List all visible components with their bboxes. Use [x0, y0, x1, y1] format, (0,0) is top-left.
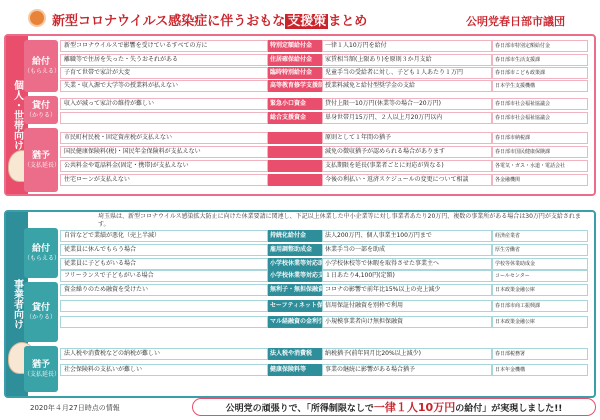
contact-cell: 経済産業省 — [492, 230, 588, 242]
program-cell: 持続化給付金 — [268, 230, 322, 242]
contact-cell: 学校等休業助成金 — [492, 258, 588, 270]
program-cell — [268, 174, 322, 186]
program-cell: 無利子・無担保融資 — [268, 284, 322, 296]
condition-cell: 新型コロナウイルスで影響を受けているすべての方に — [60, 40, 268, 52]
condition-cell — [60, 112, 268, 124]
detail-cell: 支払期限を延長(事業者ごとに対応が異なる) — [322, 160, 492, 172]
contact-cell: コールセンター — [492, 270, 588, 282]
table-row — [60, 270, 588, 282]
program-cell: 小学校休業等対応支援金 — [268, 270, 322, 282]
organization-name: 公明党春日部市議団 — [466, 15, 565, 28]
program-cell: 住居確保給付金 — [268, 54, 322, 66]
program-cell: 雇用調整助成金 — [268, 244, 322, 256]
condition-cell: 住宅ローンが支払えない — [60, 174, 268, 186]
detail-cell: 小学校休校等で休暇を取得させた事業主へ — [322, 258, 492, 270]
detail-cell: 今後の利払い・返済スケジュールの変更について相談 — [322, 174, 492, 186]
contact-cell: 春日部税務署 — [492, 348, 588, 360]
contact-cell: 春日部市国民健康保険課 — [492, 146, 588, 158]
category-yuyo-2: 猶予 （支払延長） — [24, 346, 58, 392]
title-highlight: 支援策 — [287, 14, 327, 29]
program-cell: 特別定額給付金 — [268, 40, 322, 52]
table-row — [60, 80, 588, 92]
table-row — [60, 300, 588, 312]
condition-cell — [60, 316, 268, 328]
detail-cell: 児童手当の受給者に対し、子ども１人あたり１万円 — [322, 67, 492, 79]
table-row — [60, 230, 588, 242]
detail-cell: 法人200万円、個人事業主100万円まで — [322, 230, 492, 242]
table-row — [60, 40, 588, 52]
contact-cell: 日本政策金融公庫 — [492, 316, 588, 328]
table-row — [60, 98, 588, 110]
detail-cell: 減免の徴収猶予が認められる場合があります — [322, 146, 492, 158]
page-title: 新型コロナウイルス感染症に伴うおもな 支援策 まとめ — [52, 14, 368, 29]
condition-cell: フリーランスで子どもがいる場合 — [60, 270, 268, 282]
condition-cell: 法人税や消費税などの納税が難しい — [60, 348, 268, 360]
program-cell: 臨時特別給付金 — [268, 67, 322, 79]
condition-cell: 国民健康保険料(税)・国民年金保険料が支払えない — [60, 146, 268, 158]
condition-cell: 子育て世帯で家計が大変 — [60, 67, 268, 79]
detail-cell: 信用保証付融資を別枠で利用 — [322, 300, 492, 312]
contact-cell: 各電気・ガス・水道・電話会社 — [492, 160, 588, 172]
date-note: 2020年４月27日時点の情報 — [30, 404, 120, 412]
saitama-notice: 埼玉県は、新型コロナウイルス感染拡大防止に向けた休業要請に関連し、下記以上休業した中小企業等に対し事業者あたり20万円、複数の事業所がある場合は30万円が支給されます。 — [98, 213, 581, 228]
contact-cell: 日本学生支援機構 — [492, 80, 588, 92]
category-kashitsuke-1: 貸付 （かりる） — [24, 96, 58, 124]
detail-cell: 原則として１年間の猶予 — [322, 132, 492, 144]
table-row — [60, 146, 588, 158]
category-kyufu-1: 給付 （もらえる） — [24, 40, 58, 92]
condition-cell: 市民町村民税・固定資産税が支払えない — [60, 132, 268, 144]
detail-cell: 事業の継続に影響がある場合猶予 — [322, 364, 492, 376]
program-cell — [268, 132, 322, 144]
footer-banner: 公明党の頑張りで、「所得制限なしで 一律１人10万円 の給付」が実現しました!! — [192, 398, 596, 416]
program-cell: セーフティネット保証 — [268, 300, 322, 312]
table-row — [60, 348, 588, 360]
contact-cell: 日本年金機構 — [492, 364, 588, 376]
program-cell: マル経融資の金利引下げ — [268, 316, 322, 328]
detail-cell: 単身世帯月15万円、２人以上月20万円以内 — [322, 112, 492, 124]
detail-cell: 一律１人10万円を給付 — [322, 40, 492, 52]
contact-cell: 春日部市社会福祉協議会 — [492, 98, 588, 110]
table-row — [60, 258, 588, 270]
condition-cell: 離職等で住居を失った・失うおそれがある — [60, 54, 268, 66]
contact-cell: 春日部市特別定額給付金 — [492, 40, 588, 52]
condition-cell: 従業員に子どもがいる場合 — [60, 258, 268, 270]
detail-cell: 小規模事業者向け無担保融資 — [322, 316, 492, 328]
program-cell: 法人税や消費税 — [268, 348, 322, 360]
program-cell: 緊急小口資金 — [268, 98, 322, 110]
table-row — [60, 364, 588, 376]
contact-cell: 春日部市納税課 — [492, 132, 588, 144]
table-row — [60, 54, 588, 66]
detail-cell: 授業料減免と給付型奨学金の支給 — [322, 80, 492, 92]
category-kashitsuke-2: 貸付 （かりる） — [24, 282, 58, 342]
condition-cell: 公共料金や電話料金(固定・携帯)が支払えない — [60, 160, 268, 172]
category-kyufu-2: 給付 （もらえる） — [24, 228, 58, 278]
detail-cell: 納税猶予(前年同月比20%以上減少) — [322, 348, 492, 360]
contact-cell: 春日部市商工振興課 — [492, 300, 588, 312]
contact-cell: 春日部市こども政策課 — [492, 67, 588, 79]
section-individual-label: 個人・世帯向け — [6, 36, 28, 194]
program-cell: 健康保険料等 — [268, 364, 322, 376]
program-cell: 総合支援資金 — [268, 112, 322, 124]
table-row — [60, 316, 588, 328]
detail-cell: １日あたり4,100円(定額) — [322, 270, 492, 282]
virus-icon — [30, 11, 44, 25]
contact-cell: 厚生労働省 — [492, 244, 588, 256]
condition-cell — [60, 300, 268, 312]
table-row — [60, 67, 588, 79]
detail-cell: 貸付上限一10万円(休業等の場合一20万円) — [322, 98, 492, 110]
detail-cell: コロナの影響で前年比15%以上の売上減少 — [322, 284, 492, 296]
condition-cell: 社会保険料の支払いが難しい — [60, 364, 268, 376]
contact-cell: 各金融機関 — [492, 174, 588, 186]
footer-highlight: 一律１人10万円 — [373, 401, 456, 414]
header — [0, 0, 600, 34]
condition-cell: 失業・収入源で大学等の授業料が払えない — [60, 80, 268, 92]
table-row — [60, 244, 588, 256]
section-business-label: 事業者向け — [6, 212, 28, 396]
category-yuyo-1: 猶予 （支払延長） — [24, 128, 58, 192]
condition-cell: 収入が減って家計の維持が難しい — [60, 98, 268, 110]
program-cell: 高等教育修学支援制度 — [268, 80, 322, 92]
detail-cell: 休業手当の一部を助成 — [322, 244, 492, 256]
condition-cell: 従業員に休んでもらう場合 — [60, 244, 268, 256]
condition-cell: 自営などで業績が悪化（売上半減） — [60, 230, 268, 242]
condition-cell: 資金繰りのため融資を受けたい — [60, 284, 268, 296]
table-row — [60, 174, 588, 186]
program-cell — [268, 160, 322, 172]
table-row — [60, 160, 588, 172]
program-cell: 小学校休業等対応助成金 — [268, 258, 322, 270]
table-row — [60, 284, 588, 296]
table-row — [60, 132, 588, 144]
detail-cell: 家賃相当額(上限あり)を原則３か月支給 — [322, 54, 492, 66]
table-row — [60, 112, 588, 124]
contact-cell: 春日部市生活支援課 — [492, 54, 588, 66]
contact-cell: 春日部市社会福祉協議会 — [492, 112, 588, 124]
program-cell — [268, 146, 322, 158]
contact-cell: 日本政策金融公庫 — [492, 284, 588, 296]
